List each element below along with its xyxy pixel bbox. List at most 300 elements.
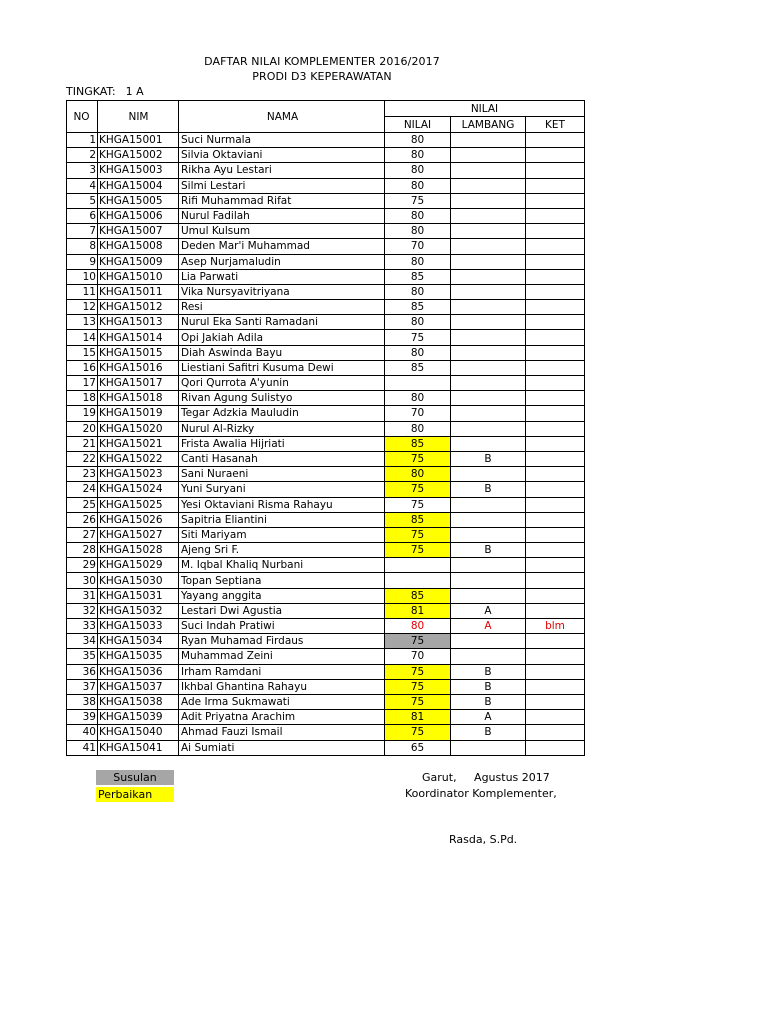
row-nilai: 80 [385,254,451,269]
table-row [67,239,585,254]
row-ket [526,406,585,421]
row-nama: Nurul Eka Santi Ramadani [179,315,385,330]
row-nama: Liestiani Safitri Kusuma Dewi [179,360,385,375]
row-ket [526,558,585,573]
row-lambang [451,315,526,330]
col-header-ket: KET [526,117,585,133]
row-nama: Sapitria Eliantini [179,512,385,527]
table-row [67,588,585,603]
row-nilai: 75 [385,543,451,558]
row-nama: Nurul Fadilah [179,208,385,223]
row-ket [526,512,585,527]
row-nim: KHGA15016 [98,360,179,375]
row-lambang: B [451,694,526,709]
row-lambang: A [451,619,526,634]
row-nim: KHGA15027 [98,527,179,542]
table-row [67,725,585,740]
row-no: 6 [67,208,98,223]
row-nama: Suci Indah Pratiwi [179,619,385,634]
row-no: 3 [67,163,98,178]
row-lambang: B [451,482,526,497]
row-no: 4 [67,178,98,193]
row-nilai [385,376,451,391]
table-row [67,694,585,709]
row-nilai: 75 [385,634,451,649]
row-nim: KHGA15028 [98,543,179,558]
row-nilai: 75 [385,193,451,208]
table-row [67,376,585,391]
row-nim: KHGA15001 [98,133,179,148]
row-ket [526,239,585,254]
row-nama: Rikha Ayu Lestari [179,163,385,178]
row-nama: Silvia Oktaviani [179,148,385,163]
row-no: 37 [67,679,98,694]
row-lambang: A [451,603,526,618]
row-nama: Umul Kulsum [179,224,385,239]
row-lambang [451,345,526,360]
row-nim: KHGA15024 [98,482,179,497]
row-nama: Canti Hasanah [179,451,385,466]
row-no: 30 [67,573,98,588]
row-nilai: 75 [385,679,451,694]
row-ket [526,315,585,330]
row-nilai: 75 [385,694,451,709]
table-row [67,193,585,208]
row-nim: KHGA15014 [98,330,179,345]
row-no: 21 [67,436,98,451]
row-no: 32 [67,603,98,618]
row-ket [526,482,585,497]
row-lambang [451,224,526,239]
table-row [67,391,585,406]
row-ket [526,497,585,512]
row-nama: Silmi Lestari [179,178,385,193]
row-nim: KHGA15007 [98,224,179,239]
row-nim: KHGA15005 [98,193,179,208]
row-lambang: B [451,664,526,679]
table-row [67,269,585,284]
row-no: 9 [67,254,98,269]
row-ket [526,163,585,178]
table-row [67,649,585,664]
row-lambang [451,330,526,345]
row-no: 23 [67,467,98,482]
row-ket [526,451,585,466]
row-ket [526,300,585,315]
row-nilai: 80 [385,178,451,193]
row-nim: KHGA15009 [98,254,179,269]
row-nama: Ryan Muhamad Firdaus [179,634,385,649]
table-row [67,740,585,755]
row-nilai: 80 [385,345,451,360]
row-nilai: 75 [385,482,451,497]
row-nilai: 81 [385,710,451,725]
row-nama: Resi [179,300,385,315]
table-row [67,436,585,451]
row-nama: Muhammad Zeini [179,649,385,664]
row-ket [526,603,585,618]
row-nilai: 75 [385,725,451,740]
row-nama: Yayang anggita [179,588,385,603]
row-nama: M. Iqbal Khaliq Nurbani [179,558,385,573]
row-nama: Suci Nurmala [179,133,385,148]
table-row [67,558,585,573]
signature-name: Rasda, S.Pd. [449,833,518,846]
row-lambang [451,573,526,588]
row-nim: KHGA15039 [98,710,179,725]
row-nilai: 80 [385,284,451,299]
row-nilai: 80 [385,163,451,178]
row-nilai: 80 [385,391,451,406]
table-row [67,573,585,588]
row-nim: KHGA15029 [98,558,179,573]
row-no: 5 [67,193,98,208]
table-row [67,345,585,360]
table-row [67,451,585,466]
row-nim: KHGA15017 [98,376,179,391]
row-no: 36 [67,664,98,679]
row-no: 17 [67,376,98,391]
table-row [67,163,585,178]
row-nilai: 70 [385,649,451,664]
col-header-nilai-group: NILAI [385,101,585,117]
row-no: 39 [67,710,98,725]
row-nilai: 80 [385,315,451,330]
table-row [67,148,585,163]
row-nim: KHGA15032 [98,603,179,618]
row-no: 7 [67,224,98,239]
table-row [67,664,585,679]
table-row [67,467,585,482]
row-no: 19 [67,406,98,421]
table-row [67,497,585,512]
row-lambang [451,133,526,148]
tingkat-label: TINGKAT: [66,85,116,98]
row-nama: Irham Ramdani [179,664,385,679]
row-no: 38 [67,694,98,709]
row-lambang: B [451,543,526,558]
row-no: 24 [67,482,98,497]
table-row [67,360,585,375]
row-ket [526,178,585,193]
row-ket [526,634,585,649]
row-nim: KHGA15011 [98,284,179,299]
row-no: 15 [67,345,98,360]
row-ket [526,543,585,558]
row-ket [526,710,585,725]
row-nilai: 85 [385,269,451,284]
row-nilai [385,558,451,573]
row-ket [526,193,585,208]
row-nim: KHGA15010 [98,269,179,284]
row-nama: Siti Mariyam [179,527,385,542]
row-ket [526,376,585,391]
row-no: 11 [67,284,98,299]
row-nama: Diah Aswinda Bayu [179,345,385,360]
row-nama: Ahmad Fauzi Ismail [179,725,385,740]
row-ket [526,649,585,664]
table-row [67,482,585,497]
row-ket [526,467,585,482]
row-nim: KHGA15003 [98,163,179,178]
col-header-nim: NIM [98,101,179,133]
row-nama: Ai Sumiati [179,740,385,755]
row-ket [526,679,585,694]
row-no: 31 [67,588,98,603]
row-ket [526,391,585,406]
row-nama: Rifi Muhammad Rifat [179,193,385,208]
table-body [67,133,585,756]
row-lambang [451,300,526,315]
col-header-nama: NAMA [179,101,385,133]
row-nim: KHGA15019 [98,406,179,421]
signature-role: Koordinator Komplementer, [405,787,557,800]
row-nilai: 80 [385,208,451,223]
table-row [67,178,585,193]
row-nama: Asep Nurjamaludin [179,254,385,269]
row-nama: Topan Septiana [179,573,385,588]
table-row [67,330,585,345]
row-no: 33 [67,619,98,634]
row-lambang: B [451,725,526,740]
row-nim: KHGA15038 [98,694,179,709]
row-nama: Vika Nursyavitriyana [179,284,385,299]
row-no: 22 [67,451,98,466]
row-ket [526,421,585,436]
row-nim: KHGA15034 [98,634,179,649]
row-nama: Adit Priyatna Arachim [179,710,385,725]
row-ket [526,725,585,740]
row-ket [526,694,585,709]
row-nilai [385,573,451,588]
row-nilai: 75 [385,497,451,512]
table-row [67,224,585,239]
table-row [67,208,585,223]
row-nim: KHGA15025 [98,497,179,512]
row-nilai: 85 [385,436,451,451]
signature-place-date: Garut, Agustus 2017 [422,771,550,784]
row-nim: KHGA15036 [98,664,179,679]
row-nim: KHGA15037 [98,679,179,694]
row-ket [526,224,585,239]
row-nim: KHGA15040 [98,725,179,740]
row-nim: KHGA15022 [98,451,179,466]
row-ket [526,148,585,163]
row-ket [526,527,585,542]
row-nama: Ikhbal Ghantina Rahayu [179,679,385,694]
legend-susulan: Susulan [96,770,174,785]
row-nilai: 80 [385,148,451,163]
row-ket [526,664,585,679]
row-nama: Tegar Adzkia Mauludin [179,406,385,421]
row-nim: KHGA15031 [98,588,179,603]
row-nim: KHGA15023 [98,467,179,482]
table-row [67,527,585,542]
row-nilai: 70 [385,406,451,421]
page-title: DAFTAR NILAI KOMPLEMENTER 2016/2017 [204,55,440,68]
row-no: 18 [67,391,98,406]
row-no: 34 [67,634,98,649]
row-lambang [451,436,526,451]
row-lambang [451,527,526,542]
table-row [67,679,585,694]
row-nilai: 75 [385,330,451,345]
row-lambang [451,360,526,375]
row-nama: Frista Awalia Hijriati [179,436,385,451]
row-nilai: 75 [385,451,451,466]
table-row [67,133,585,148]
row-lambang [451,406,526,421]
row-no: 27 [67,527,98,542]
table-row [67,315,585,330]
row-lambang [451,634,526,649]
row-nilai: 85 [385,300,451,315]
row-lambang: A [451,710,526,725]
row-nama: Nurul Al-Rizky [179,421,385,436]
row-nim: KHGA15015 [98,345,179,360]
row-ket [526,740,585,755]
row-lambang: B [451,679,526,694]
row-lambang [451,193,526,208]
row-nilai: 80 [385,224,451,239]
row-nilai: 75 [385,527,451,542]
row-ket: blm [526,619,585,634]
table-row [67,543,585,558]
row-no: 2 [67,148,98,163]
row-nim: KHGA15026 [98,512,179,527]
row-no: 10 [67,269,98,284]
row-lambang [451,421,526,436]
row-nilai: 85 [385,512,451,527]
row-nama: Qori Qurrota A'yunin [179,376,385,391]
table-row [67,300,585,315]
table-row [67,512,585,527]
row-lambang [451,178,526,193]
row-no: 20 [67,421,98,436]
row-nilai: 70 [385,239,451,254]
row-nim: KHGA15035 [98,649,179,664]
row-lambang [451,148,526,163]
row-nilai: 81 [385,603,451,618]
row-nim: KHGA15008 [98,239,179,254]
row-ket [526,345,585,360]
row-lambang [451,740,526,755]
col-header-lambang: LAMBANG [451,117,526,133]
row-nilai: 75 [385,664,451,679]
row-no: 8 [67,239,98,254]
row-lambang [451,467,526,482]
row-no: 13 [67,315,98,330]
row-nim: KHGA15002 [98,148,179,163]
row-no: 40 [67,725,98,740]
row-lambang [451,512,526,527]
row-nilai: 80 [385,421,451,436]
row-nama: Deden Mar'i Muhammad [179,239,385,254]
tingkat-line [66,85,144,98]
row-ket [526,208,585,223]
row-lambang [451,239,526,254]
row-nama: Lia Parwati [179,269,385,284]
row-nim: KHGA15033 [98,619,179,634]
row-ket [526,133,585,148]
row-nama: Ade Irma Sukmawati [179,694,385,709]
tingkat-value: 1 A [125,85,144,98]
row-ket [526,330,585,345]
row-ket [526,588,585,603]
row-lambang [451,588,526,603]
row-ket [526,436,585,451]
row-no: 29 [67,558,98,573]
row-ket [526,573,585,588]
row-no: 35 [67,649,98,664]
grades-table [66,100,585,756]
row-no: 28 [67,543,98,558]
row-no: 25 [67,497,98,512]
row-nilai: 80 [385,133,451,148]
col-header-nilai: NILAI [385,117,451,133]
row-lambang [451,284,526,299]
row-lambang [451,208,526,223]
page-subtitle: PRODI D3 KEPERAWATAN [252,70,392,83]
table-row [67,619,585,634]
row-lambang: B [451,451,526,466]
row-ket [526,360,585,375]
row-lambang [451,163,526,178]
row-lambang [451,497,526,512]
table-row [67,634,585,649]
row-nama: Rivan Agung Sulistyo [179,391,385,406]
row-nim: KHGA15030 [98,573,179,588]
row-nim: KHGA15004 [98,178,179,193]
row-no: 26 [67,512,98,527]
row-lambang [451,391,526,406]
row-lambang [451,649,526,664]
row-nim: KHGA15020 [98,421,179,436]
row-nim: KHGA15013 [98,315,179,330]
row-ket [526,254,585,269]
table-row [67,603,585,618]
row-nim: KHGA15006 [98,208,179,223]
table-row [67,284,585,299]
row-nim: KHGA15021 [98,436,179,451]
row-nama: Yuni Suryani [179,482,385,497]
row-lambang [451,269,526,284]
row-nim: KHGA15018 [98,391,179,406]
row-lambang [451,254,526,269]
col-header-no: NO [67,101,98,133]
row-no: 12 [67,300,98,315]
row-no: 1 [67,133,98,148]
row-nilai: 65 [385,740,451,755]
legend-perbaikan: Perbaikan [96,787,174,802]
row-ket [526,269,585,284]
row-nilai: 85 [385,588,451,603]
row-nama: Opi Jakiah Adila [179,330,385,345]
row-nama: Yesi Oktaviani Risma Rahayu [179,497,385,512]
row-nilai: 80 [385,467,451,482]
row-no: 41 [67,740,98,755]
row-nim: KHGA15012 [98,300,179,315]
row-no: 14 [67,330,98,345]
row-ket [526,284,585,299]
row-nama: Sani Nuraeni [179,467,385,482]
table-row [67,710,585,725]
table-row [67,254,585,269]
table-row [67,406,585,421]
row-nama: Lestari Dwi Agustia [179,603,385,618]
row-lambang [451,376,526,391]
row-nilai: 85 [385,360,451,375]
